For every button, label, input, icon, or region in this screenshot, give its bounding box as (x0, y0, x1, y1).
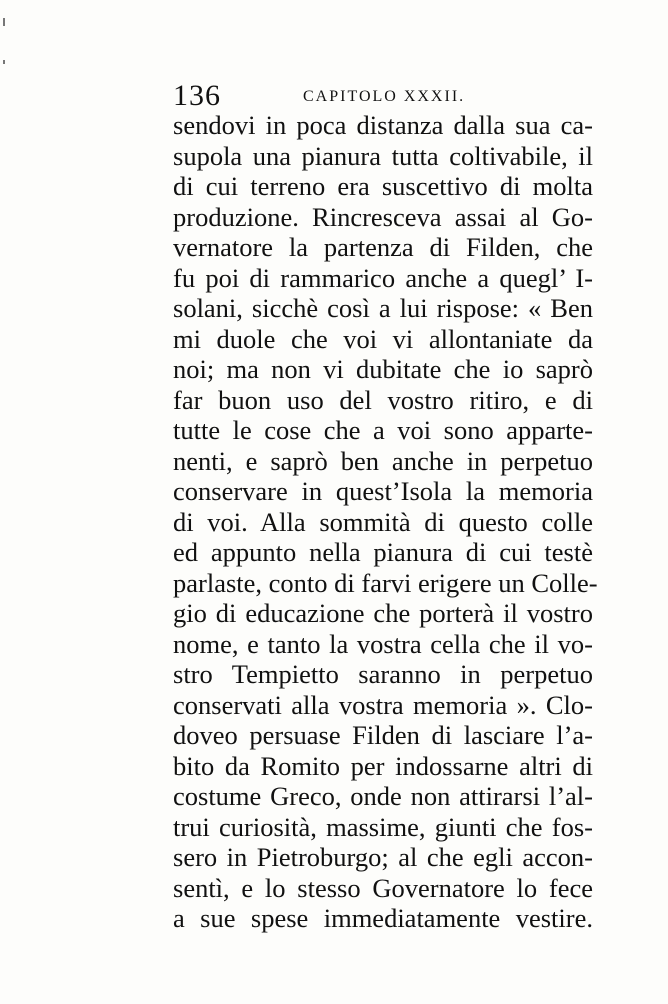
text-line: vernatore la partenza di Filden, che (173, 232, 593, 262)
text-line: solani, sicchè così a lui rispose: « Ben (173, 293, 593, 323)
text-line: di voi. Alla sommità di questo colle (173, 506, 593, 537)
text-line: nenti, e saprò ben anche in perpetuo (173, 445, 593, 476)
running-head (173, 80, 593, 112)
chapter-heading: CAPITOLO XXXII. (303, 88, 466, 105)
text-line: tutte le cose che a voi sono apparte- (173, 415, 593, 445)
text-line: parlaste, conto di farvi erigere un Colle- (173, 567, 598, 598)
margin-mark (3, 60, 5, 64)
text-line: fu poi di rammarico anche a quegl’ I- (173, 262, 593, 293)
text-line: supola una pianura tutta coltivabile, il (173, 140, 593, 171)
text-line: noi; ma non vi dubitate che io saprò (173, 354, 593, 384)
text-line: sendovi in poca distanza dalla sua ca- (173, 110, 593, 140)
text-line: gio di educazione che porterà il vostro (173, 598, 593, 628)
text-line: produzione. Rincresceva assai al Go- (173, 201, 593, 232)
text-line: bito da Romito per indossarne altri di (173, 750, 593, 781)
text-line: a sue spese immediatamente vestire. (173, 903, 593, 933)
body-text (173, 110, 598, 934)
text-line: conservati alla vostra memoria ». Clo- (173, 689, 593, 720)
text-line: stro Tempietto saranno in perpetuo (173, 659, 593, 689)
text-line: trui curiosità, massime, giunti che fos- (173, 811, 593, 842)
text-line: doveo persuase Filden di lasciare l’a- (173, 720, 593, 750)
text-line: nome, e tanto la vostra cella che il vo- (173, 628, 593, 659)
text-line: costume Greco, onde non attirarsi l’al- (173, 781, 593, 811)
text-line: di cui terreno era suscettivo di molta (173, 171, 593, 201)
text-line: sero in Pietroburgo; al che egli accon- (173, 842, 593, 872)
margin-mark (3, 18, 5, 26)
text-line: ed appunto nella pianura di cui testè (173, 537, 593, 567)
text-line: far buon uso del vostro ritiro, e di (173, 384, 593, 415)
text-line: sentì, e lo stesso Governatore lo fece (173, 872, 593, 903)
text-line: conservare in quest’Isola la memoria (173, 476, 593, 506)
text-line: mi duole che voi vi allontaniate da (173, 323, 593, 354)
page-number: 136 (173, 79, 221, 112)
